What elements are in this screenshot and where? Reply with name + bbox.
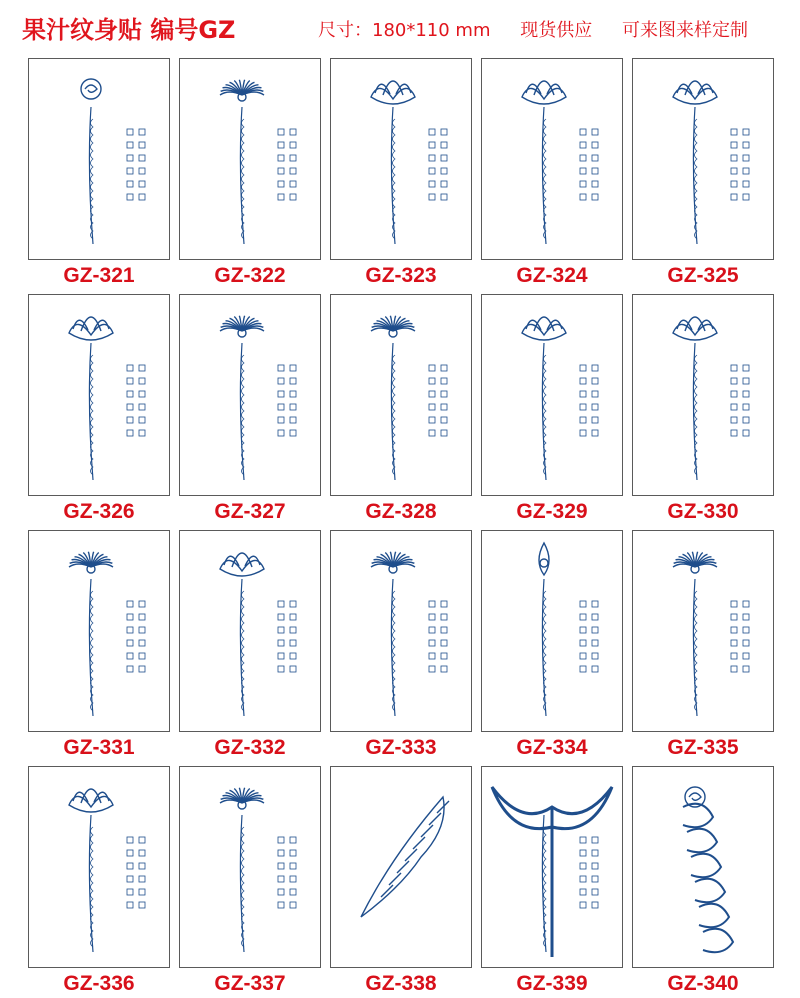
- tattoo-preview: [179, 766, 321, 968]
- tattoo-flower-icon: [220, 316, 264, 337]
- tattoo-script-stem: [89, 815, 145, 952]
- tattoo-script-stem: [542, 343, 598, 480]
- product-code: GZ-334: [516, 736, 588, 759]
- tattoo-flower-icon: [539, 543, 549, 575]
- tattoo-preview: [330, 294, 472, 496]
- tattoo-script-stem: [89, 579, 145, 716]
- tattoo-preview: [481, 58, 623, 260]
- tattoo-script-stem: [240, 343, 296, 480]
- tattoo-script-stem: [240, 107, 296, 244]
- tattoo-flower-icon: [522, 81, 566, 104]
- product-code: GZ-325: [667, 264, 739, 287]
- product-code: GZ-338: [365, 972, 437, 995]
- tattoo-flower-icon: [220, 80, 264, 101]
- tattoo-script-stem: [89, 343, 145, 480]
- tattoo-script-stem: [542, 107, 598, 244]
- tattoo-flower-icon: [220, 553, 264, 576]
- tattoo-flower-icon: [361, 797, 449, 917]
- product-code: GZ-333: [365, 736, 437, 759]
- tattoo-preview: [28, 530, 170, 732]
- tattoo-preview: [632, 294, 774, 496]
- product-code: GZ-340: [667, 972, 739, 995]
- product-code: GZ-324: [516, 264, 588, 287]
- tattoo-flower-icon: [69, 317, 113, 340]
- tattoo-script-stem: [391, 579, 447, 716]
- size-spec: 尺寸：180*110 mm: [318, 20, 491, 41]
- tattoo-preview: [28, 766, 170, 968]
- tattoo-script-stem: [693, 343, 749, 480]
- tattoo-script-stem: [391, 343, 447, 480]
- product-code: GZ-322: [214, 264, 286, 287]
- product-code: GZ-336: [63, 972, 135, 995]
- tattoo-flower-icon: [522, 317, 566, 340]
- custom-spec: 可来图来样定制: [621, 20, 748, 41]
- tattoo-flower-icon: [673, 81, 717, 104]
- tattoo-preview: [28, 294, 170, 496]
- stock-spec: 现货供应: [520, 20, 593, 41]
- tattoo-script-stem: [240, 579, 296, 716]
- tattoo-flower-icon: [220, 788, 264, 809]
- tattoo-flower-icon: [69, 789, 113, 812]
- product-code: GZ-339: [516, 972, 588, 995]
- product-code: GZ-328: [365, 500, 437, 523]
- tattoo-preview: [330, 766, 472, 968]
- tattoo-script-stem: [89, 107, 145, 244]
- product-code: GZ-335: [667, 736, 739, 759]
- tattoo-preview: [632, 58, 774, 260]
- tattoo-preview: [330, 58, 472, 260]
- tattoo-flower-icon: [69, 552, 113, 573]
- tattoo-preview: [179, 294, 321, 496]
- product-code: GZ-321: [63, 264, 135, 287]
- tattoo-script-stem: [391, 107, 447, 244]
- tattoo-script-stem: [683, 804, 733, 953]
- product-code: GZ-327: [214, 500, 286, 523]
- product-code: GZ-329: [516, 500, 588, 523]
- tattoo-script-stem: [693, 107, 749, 244]
- tattoo-preview: [28, 58, 170, 260]
- tattoo-preview: [632, 530, 774, 732]
- product-code: GZ-332: [214, 736, 286, 759]
- tattoo-preview: [481, 530, 623, 732]
- tattoo-flower-icon: [673, 552, 717, 573]
- tattoo-flower-icon: [492, 787, 612, 957]
- tattoo-preview: [481, 294, 623, 496]
- tattoo-preview: [179, 58, 321, 260]
- tattoo-script-stem: [240, 815, 296, 952]
- tattoo-script-stem: [693, 579, 749, 716]
- tattoo-preview: [179, 530, 321, 732]
- product-code: GZ-331: [63, 736, 135, 759]
- page-title: 果汁纹身贴 编号GZ: [22, 16, 236, 44]
- product-code: GZ-337: [214, 972, 286, 995]
- product-code: GZ-330: [667, 500, 739, 523]
- tattoo-script-stem: [542, 579, 598, 716]
- tattoo-preview: [330, 530, 472, 732]
- tattoo-flower-icon: [371, 316, 415, 337]
- tattoo-flower-icon: [81, 79, 101, 99]
- tattoo-flower-icon: [371, 81, 415, 104]
- tattoo-preview: [481, 766, 623, 968]
- tattoo-flower-icon: [673, 317, 717, 340]
- tattoo-flower-icon: [371, 552, 415, 573]
- product-code: GZ-323: [365, 264, 437, 287]
- product-code: GZ-326: [63, 500, 135, 523]
- tattoo-preview: [632, 766, 774, 968]
